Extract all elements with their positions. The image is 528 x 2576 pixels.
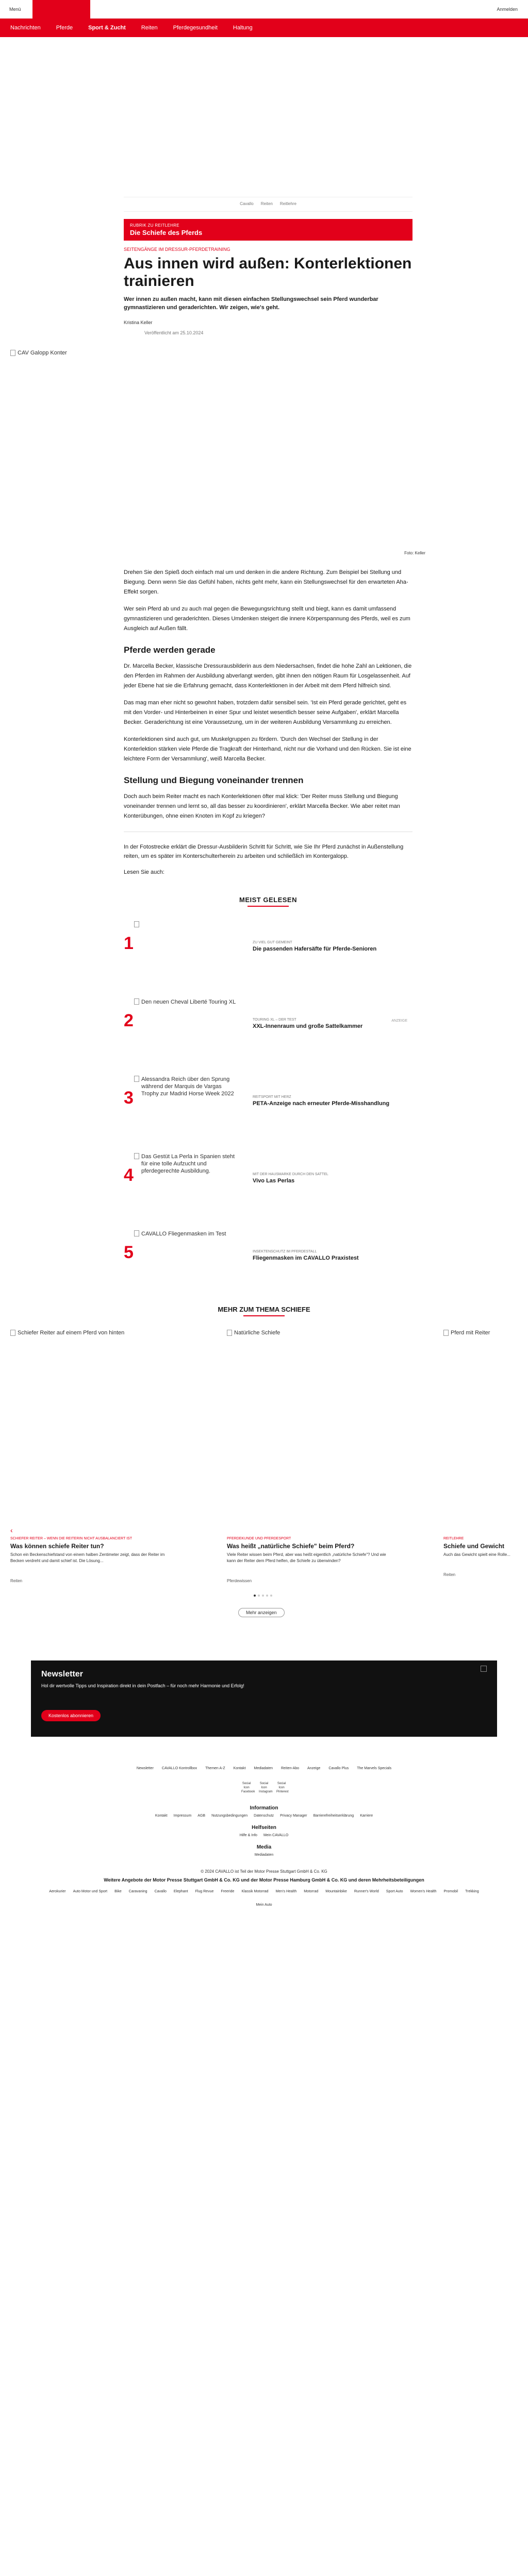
brand-link[interactable]: Caravaning [128, 1890, 147, 1893]
footer-help-links [0, 1834, 528, 1837]
item-overline: REITSPORT MIT HERZ [253, 1095, 291, 1099]
newsletter-desc: Hol dir wertvolle Tipps und Inspiration direkt in dein Postfach – für noch mehr Harmonie und Erfolg! [41, 1683, 244, 1688]
hero-image-alt [10, 350, 67, 356]
read-more-label: Lesen Sie auch: [124, 869, 164, 875]
paragraph: Wer sein Pferd ab und zu auch mal gegen die Bewegungsrichtung stellt und biegt, kann es damit umfassend gymnastizieren und geraderichten. Dieses Umdenken steigert die innere Körperspannung des Pferds, weil es zum Ausgleich auf Außen fällt. [124, 606, 410, 632]
footer-link[interactable]: Mein CAVALLO [263, 1834, 289, 1837]
breadcrumb [124, 197, 412, 212]
broken-image-icon [443, 1330, 449, 1336]
newsletter-image [481, 1666, 487, 1672]
brand-link[interactable]: Motorrad [304, 1890, 319, 1893]
section-kicker: RUBRIK ZU REITLEHRE [130, 223, 179, 228]
card-alt: Pferd mit Reiter [451, 1330, 490, 1336]
card-text: Viele Reiter wissen beim Pferd, aber was heißt eigentlich „natürliche Schiefe"? Und wie kann der Reiter dem Pferd helfen, die Schiefe zu überwinden? [227, 1552, 386, 1563]
subnav-item-active[interactable]: Sport & Zucht [88, 25, 126, 31]
card-source: Pferdewissen [227, 1579, 252, 1583]
most-read-title: MEIST GELESEN [239, 896, 297, 904]
carousel-prev-icon[interactable]: ‹ [10, 1526, 13, 1534]
footer-link[interactable]: Hilfe & Info [239, 1834, 257, 1837]
thumbnail[interactable] [134, 1074, 237, 1130]
subheading: Stellung und Biegung voneinander trennen [124, 775, 304, 785]
card-overline: REITLEHRE [443, 1537, 464, 1540]
photo-credit: Foto: Keller [404, 551, 425, 555]
card-image[interactable] [227, 1329, 433, 1535]
footer-links [0, 1767, 528, 1770]
gallery-intro: In der Fotostrecke erklärt die Dressur-Ausbilderin Schritt für Schritt, wie Sie Ihr Pferd zunächst in Außenstellung reiten, um es später im Konterschulterherein zu arbeiten und schließlich im Kontergalopp. [124, 844, 404, 859]
footer-link[interactable]: Privacy Manager [280, 1814, 307, 1818]
breadcrumb-item[interactable]: Reitlehre [279, 201, 296, 206]
most-read-item[interactable] [124, 1074, 412, 1130]
most-read-item[interactable] [124, 1151, 412, 1208]
section-title: Die Schiefe des Pferds [130, 229, 203, 236]
brand-link[interactable]: Runner's World [354, 1890, 379, 1893]
brand-link[interactable]: Elephant [173, 1890, 188, 1893]
newsletter-title: Newsletter [41, 1670, 83, 1679]
thumb-alt: Alessandra Reich über den Sprung während der Marquis de Vargas Trophy zur Madrid Horse Week 2022 [141, 1076, 234, 1097]
item-info [253, 1151, 402, 1185]
footer-link[interactable]: Newsletter [136, 1767, 154, 1770]
brand-link[interactable]: Promobil [443, 1890, 458, 1893]
subnav-item[interactable]: Nachrichten [10, 25, 41, 31]
topic-title: MEHR ZUM THEMA SCHIEFE [218, 1306, 310, 1313]
item-headline[interactable]: Fliegenmasken im CAVALLO Praxistest [253, 1255, 359, 1261]
broken-image-icon [134, 1230, 139, 1236]
item-overline: ZU VIEL GUT GEMEINT [253, 941, 292, 944]
footer-link[interactable]: Kontakt [155, 1814, 168, 1818]
item-info [253, 919, 402, 953]
article-author[interactable]: Kristina Keller [124, 320, 153, 325]
item-overline: TOURING XL – DER TEST [253, 1018, 296, 1022]
broken-image-icon [227, 1330, 232, 1336]
pinterest-icon[interactable]: Social Icon Pinterest [276, 1782, 289, 1793]
footer [0, 1767, 528, 1908]
top-bar [0, 0, 528, 19]
article-title: Aus innen wird außen: Konterlektionen trainieren [124, 255, 412, 290]
carousel-dot[interactable] [262, 1595, 264, 1597]
card-headline[interactable]: Was können schiefe Reiter tun? [10, 1543, 104, 1550]
subnav-item[interactable]: Haltung [233, 25, 253, 31]
card-source: Reiten [443, 1572, 456, 1577]
footer-link[interactable]: Mediadaten [254, 1853, 274, 1857]
brand-link[interactable]: Flug Revue [195, 1890, 214, 1893]
card-headline[interactable]: Schiefe und Gewicht [443, 1543, 505, 1550]
item-info [253, 1228, 402, 1262]
brand-link[interactable]: Cavallo [154, 1890, 167, 1893]
rank-number: 5 [124, 1243, 134, 1262]
card-image[interactable] [443, 1329, 528, 1535]
topic-carousel [0, 1329, 528, 1617]
topic-card[interactable] [10, 1329, 217, 1583]
footer-link[interactable]: AGB [197, 1814, 206, 1818]
breadcrumb-item[interactable]: Cavallo [240, 201, 254, 206]
footer-link[interactable]: Cavallo Plus [328, 1767, 349, 1770]
card-alt: Schiefer Reiter auf einem Pferd von hinten [18, 1330, 125, 1336]
more-offers-heading: Weitere Angebote der Motor Presse Stuttgart GmbH & Co. KG und der Motor Presse Hamburg GmbH & Co. KG und deren Mehrheitsbeteiligungen [104, 1877, 424, 1883]
title-underline [248, 906, 289, 907]
paragraph: Konterlektionen sind auch gut, um Muskelgruppen zu fördern. 'Durch den Wechsel der Stellung in der Konterlektion stärken viele Pferde die Tragkraft der Hinterhand, nicht nur die Vorhand und den Rücken. Sie ist eine leichtere Form der Versammlung', weiß Marcella Becker. [124, 736, 411, 762]
item-info [253, 1074, 402, 1108]
ad-badge: ANZEIGE [391, 1019, 407, 1023]
broken-image-icon [134, 998, 139, 1005]
paragraph: Das mag man eher nicht so gewohnt haben, trotzdem dafür sensibel sein. 'Ist ein Pferd gerade gerichtet, geht es mit den Vorder- und Hinterbeinen in einer Spur und leistet wesentlich besser seine Aufgaben', erklärt Marcella Becker. Geraderichtung ist eine Voraussetzung, um in der weiteren Ausbildung Versammlung zu erreichen. [124, 700, 407, 725]
article-overline: SEITENGÄNGE IM DRESSUR-PFERDETRAINING [124, 247, 230, 252]
sub-navigation [0, 19, 528, 37]
social-icons [0, 1782, 528, 1794]
paragraph: Drehen Sie den Spieß doch einfach mal um und denken in die andere Richtung. Zum Beispiel bei Stellung und Biegung. Denn wenn Sie das Gefühl haben, nichts geht mehr, kann ein Stellungswechsel für den erwarteten Aha-Effekt sorgen. [124, 569, 408, 595]
footer-link[interactable]: Nutzungsbedingungen [211, 1814, 248, 1818]
subnav-item[interactable]: Reiten [141, 25, 158, 31]
brand-link[interactable]: Bike [114, 1890, 122, 1893]
footer-link[interactable]: Impressum [173, 1814, 192, 1818]
card-alt: Natürliche Schiefe [234, 1330, 280, 1336]
item-headline[interactable]: Die passenden Hafersäfte für Pferde-Senioren [253, 946, 377, 952]
footer-link[interactable]: CAVALLO Kontrollbox [161, 1767, 197, 1770]
footer-link[interactable]: Karriere [360, 1814, 373, 1818]
instagram-icon[interactable]: Social Icon Instagram [259, 1782, 273, 1793]
carousel-dot[interactable] [258, 1595, 260, 1597]
footer-link[interactable]: The Marvels Specials [357, 1767, 392, 1770]
most-read-item[interactable] [124, 996, 412, 1053]
brand-link[interactable]: Sport Auto [386, 1890, 403, 1893]
rank-number: 4 [124, 1165, 134, 1185]
item-overline: INSEKTENSCHUTZ IM PFERDESTALL [253, 1250, 317, 1253]
brand-link[interactable]: Mein Auto [256, 1903, 272, 1907]
rank-number: 3 [124, 1088, 134, 1108]
card-text: Auch das Gewicht spielt eine Rolle... [443, 1552, 510, 1557]
brand-link[interactable]: Freeride [221, 1890, 235, 1893]
site-logo[interactable] [32, 0, 90, 19]
card-text: Schon ein Beckenschiefstand von einem halben Zentimeter zeigt, dass der Reiter im Becken verdreht und damit schief ist. Die Lösung... [10, 1552, 165, 1563]
footer-link[interactable]: Barrierefreiheitserklärung [313, 1814, 354, 1818]
paragraph: Dr. Marcella Becker, klassische Dressurausbilderin aus dem Niedersachsen, findet die hohe Zahl an Lektionen, die den Pferden im Rahmen der Ausbildung abverlangt werden, gibt ihnen den nötigen Raum für Losgelassenheit. Auf jeder Ebene hat sie die Erfahrung gemacht, dass Konterlektionen in der Arbeit mit dem Pferd hilfreich sind. [124, 663, 412, 689]
card-image[interactable] [10, 1329, 217, 1535]
topic-card[interactable] [443, 1329, 528, 1577]
footer-link[interactable]: Anzeige [307, 1767, 321, 1770]
carousel-dots [254, 1595, 272, 1597]
broken-image-icon [134, 1076, 139, 1082]
item-overline: MIT DER HAUSMARKE DURCH DEN SATTEL [253, 1173, 328, 1176]
footer-link[interactable]: Themen A-Z [205, 1767, 225, 1770]
section-header[interactable] [124, 219, 412, 241]
rank-number: 2 [124, 1011, 134, 1030]
show-more-button[interactable]: Mehr anzeigen [238, 1608, 285, 1617]
broken-image-icon [10, 1330, 15, 1336]
most-read-item[interactable] [124, 919, 412, 976]
article-body [124, 568, 412, 821]
menu-button[interactable]: Menü [9, 7, 21, 12]
subnav-item[interactable]: Pferde [56, 25, 73, 31]
footer-heading: Helfseiten [252, 1825, 276, 1831]
brand-link[interactable]: Aerokurier [49, 1890, 66, 1893]
brand-link[interactable]: Women's Health [410, 1890, 437, 1893]
footer-link[interactable]: Kontakt [233, 1767, 246, 1770]
carousel-dot[interactable] [266, 1595, 268, 1597]
hero-alt-text: CAV Galopp Konter [18, 350, 67, 356]
thumb-alt: Das Gestüt La Perla in Spanien steht für eine tolle Aufzucht und pferdegerechte Ausbildung. [141, 1154, 235, 1174]
brand-link[interactable]: Klassik Motorrad [241, 1890, 269, 1893]
brand-links [42, 1889, 486, 1908]
thumbnail[interactable] [134, 1151, 237, 1208]
card-headline[interactable]: Was heißt „natürliche Schiefe" beim Pferd? [227, 1543, 355, 1550]
brand-link[interactable]: Mountainbike [325, 1890, 347, 1893]
broken-image-icon [134, 921, 139, 927]
topic-card[interactable] [227, 1329, 433, 1583]
newsletter-subscribe-button[interactable]: Kostenlos abonnieren [41, 1710, 101, 1721]
card-overline: SCHIEFER REITER – WENN DIE REITERIN NICHT AUSBALANCIERT IST [10, 1537, 133, 1540]
title-underline [243, 1315, 285, 1316]
broken-image-icon [10, 350, 15, 356]
card-source: Reiten [10, 1579, 23, 1583]
brand-link[interactable]: Men's Health [275, 1890, 297, 1893]
item-info [253, 996, 402, 1030]
newsletter-box [31, 1660, 497, 1737]
subnav-item[interactable]: Pferdegesundheit [173, 25, 218, 31]
thumb-alt: CAVALLO Fliegenmasken im Test [141, 1231, 226, 1237]
item-headline[interactable]: XXL-Innenraum und große Sattelkammer [253, 1023, 363, 1029]
card-overline: PFERDEKUNDE UND PFERDESPORT [227, 1537, 291, 1540]
thumbnail[interactable] [134, 1228, 237, 1285]
footer-media-links [0, 1853, 528, 1857]
item-headline[interactable]: PETA-Anzeige nach erneuter Pferde-Misshandlung [253, 1100, 390, 1107]
login-link[interactable]: Anmelden [497, 7, 518, 12]
copyright: © 2024 CAVALLO ist Teil der Motor Presse Stuttgart GmbH & Co. KG [201, 1869, 327, 1874]
breadcrumb-item[interactable]: Reiten [260, 201, 273, 206]
thumbnail[interactable] [134, 996, 237, 1053]
paragraph: Doch auch beim Reiter macht es nach Konterlektionen öfter mal klick: 'Der Reiter muss Stellung und Biegung voneinander trennen und lernt so, all das besser zu koordinieren', erklärt Marcella Becker. Wie aber reitet man Konterübungen, ohne einen Knoten im Kopf zu kriegen? [124, 793, 400, 819]
thumbnail[interactable] [134, 919, 237, 976]
facebook-icon[interactable]: Social Icon Facebook [241, 1782, 255, 1793]
broken-image-icon [134, 1153, 139, 1159]
footer-link[interactable]: Datenschutz [254, 1814, 274, 1818]
footer-heading: Media [256, 1844, 272, 1850]
article-lead: Wer innen zu außen macht, kann mit diesen einfachen Stellungswechsel sein Pferd wunderbar gymnastizieren und geraderichten. Wir zeigen, wie's geht. [124, 296, 378, 311]
rank-number: 1 [124, 934, 134, 953]
article-wrapper [18, 197, 425, 1285]
carousel-dot[interactable] [254, 1595, 256, 1597]
brand-link[interactable]: Auto Motor und Sport [73, 1890, 108, 1893]
article-date: Veröffentlicht am 25.10.2024 [144, 330, 204, 335]
brand-link[interactable]: Trekking [465, 1890, 479, 1893]
hero-image[interactable] [0, 342, 528, 558]
footer-heading: Information [250, 1805, 278, 1811]
most-read-item[interactable] [124, 1228, 412, 1285]
footer-link[interactable]: Mediadaten [254, 1767, 273, 1770]
footer-link[interactable]: Reiten-Abo [281, 1767, 300, 1770]
carousel-dot[interactable] [270, 1595, 272, 1597]
subheading: Pferde werden gerade [124, 645, 216, 655]
thumb-alt: Den neuen Cheval Liberté Touring XL [141, 999, 236, 1005]
ad-space [0, 37, 528, 197]
item-headline[interactable]: Vivo Las Perlas [253, 1178, 295, 1184]
footer-info-links [0, 1814, 528, 1818]
